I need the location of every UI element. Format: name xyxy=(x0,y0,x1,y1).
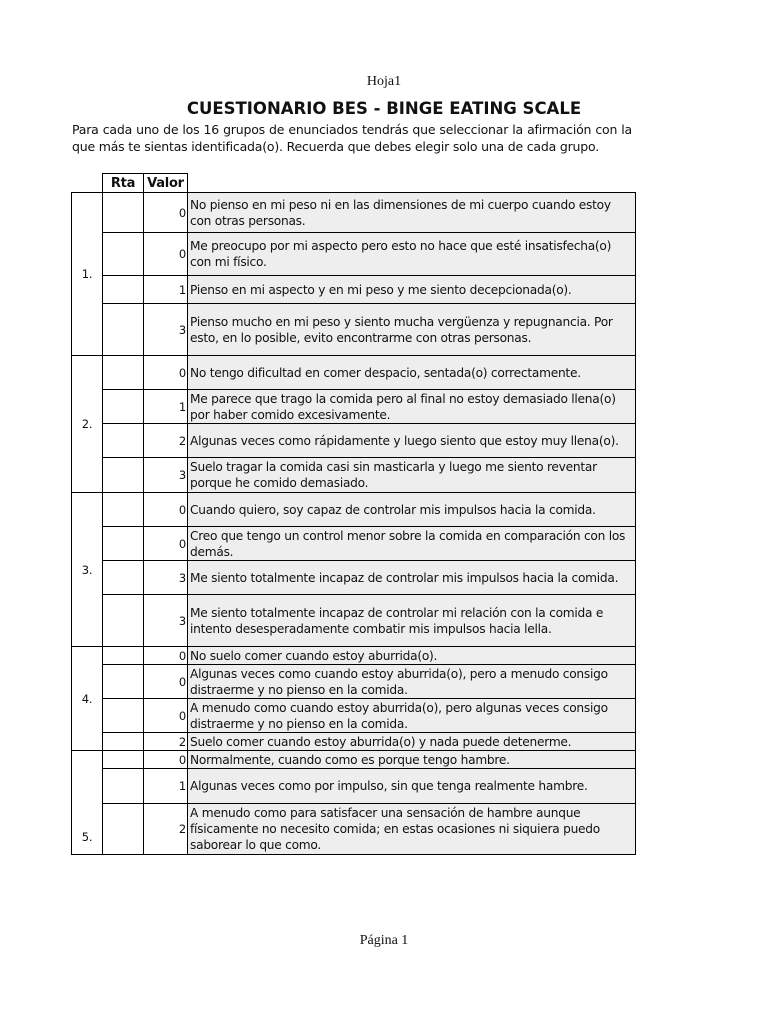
value-cell: 0 xyxy=(144,751,188,769)
statement-cell: No tengo dificultad en comer despacio, sentada(o) correctamente. xyxy=(188,356,636,390)
questionnaire-table xyxy=(71,173,636,855)
value-cell: 3 xyxy=(144,304,188,356)
value-cell: 2 xyxy=(144,424,188,458)
table-row xyxy=(72,304,636,356)
group-label: 2. xyxy=(72,356,103,493)
statement-cell: Pienso mucho en mi peso y siento mucha vergüenza y repugnancia. Por esto, en lo posible, evito encontrarme con otras personas. xyxy=(188,304,636,356)
answer-cell[interactable] xyxy=(103,733,144,751)
header-row xyxy=(72,174,636,193)
answer-cell[interactable] xyxy=(103,699,144,733)
value-cell: 2 xyxy=(144,733,188,751)
answer-cell[interactable] xyxy=(103,647,144,665)
table-row xyxy=(72,193,636,233)
table-row xyxy=(72,233,636,276)
group-label: 5. xyxy=(72,751,103,855)
group-label: 1. xyxy=(72,193,103,356)
table-row xyxy=(72,699,636,733)
statement-cell: No pienso en mi peso ni en las dimensiones de mi cuerpo cuando estoy con otras personas. xyxy=(188,193,636,233)
table-row xyxy=(72,276,636,304)
answer-cell[interactable] xyxy=(103,276,144,304)
table-row xyxy=(72,733,636,751)
group-label: 3. xyxy=(72,493,103,647)
answer-cell[interactable] xyxy=(103,804,144,855)
statement-cell: Normalmente, cuando como es porque tengo hambre. xyxy=(188,751,636,769)
value-cell: 3 xyxy=(144,595,188,647)
group-label: 4. xyxy=(72,647,103,751)
table-row xyxy=(72,647,636,665)
statement-cell: No suelo comer cuando estoy aburrida(o). xyxy=(188,647,636,665)
statement-cell: Me siento totalmente incapaz de controlar mis impulsos hacia la comida. xyxy=(188,561,636,595)
table-row xyxy=(72,527,636,561)
value-cell: 0 xyxy=(144,356,188,390)
value-cell: 1 xyxy=(144,769,188,804)
value-cell: 3 xyxy=(144,458,188,493)
statement-cell: Algunas veces como rápidamente y luego siento que estoy muy llena(o). xyxy=(188,424,636,458)
answer-cell[interactable] xyxy=(103,595,144,647)
table-row xyxy=(72,493,636,527)
value-cell: 0 xyxy=(144,233,188,276)
answer-cell[interactable] xyxy=(103,751,144,769)
answer-cell[interactable] xyxy=(103,561,144,595)
value-cell: 1 xyxy=(144,276,188,304)
page-title: CUESTIONARIO BES - BINGE EATING SCALE xyxy=(186,99,582,118)
statement-cell: Creo que tengo un control menor sobre la comida en comparación con los demás. xyxy=(188,527,636,561)
value-cell: 0 xyxy=(144,193,188,233)
statement-cell: Suelo comer cuando estoy aburrida(o) y nada puede detenerme. xyxy=(188,733,636,751)
table-row xyxy=(72,595,636,647)
value-cell: 0 xyxy=(144,665,188,699)
statement-cell: Me parece que trago la comida pero al final no estoy demasiado llena(o) por haber comido excesivamente. xyxy=(188,390,636,424)
statement-cell: Cuando quiero, soy capaz de controlar mis impulsos hacia la comida. xyxy=(188,493,636,527)
column-header-rta: Rta xyxy=(103,174,144,193)
sheet-name: Hoja1 xyxy=(366,74,402,89)
value-cell: 0 xyxy=(144,699,188,733)
header-blank xyxy=(188,174,636,193)
page-number: Página 1 xyxy=(359,933,409,948)
answer-cell[interactable] xyxy=(103,527,144,561)
statement-cell: Me siento totalmente incapaz de controlar mi relación con la comida e intento desesperadamente combatir mis impulsos hacia lella. xyxy=(188,595,636,647)
table-row xyxy=(72,561,636,595)
value-cell: 2 xyxy=(144,804,188,855)
statement-cell: Pienso en mi aspecto y en mi peso y me siento decepcionada(o). xyxy=(188,276,636,304)
value-cell: 1 xyxy=(144,390,188,424)
answer-cell[interactable] xyxy=(103,304,144,356)
answer-cell[interactable] xyxy=(103,233,144,276)
column-header-valor: Valor xyxy=(144,174,188,193)
table-row xyxy=(72,751,636,769)
statement-cell: A menudo como para satisfacer una sensación de hambre aunque físicamente no necesito comida; en estas ocasiones ni siquiera puedo saborear lo que como. xyxy=(188,804,636,855)
statement-cell: A menudo como cuando estoy aburrida(o), pero algunas veces consigo distraerme y no pienso en la comida. xyxy=(188,699,636,733)
statement-cell: Suelo tragar la comida casi sin masticarla y luego me siento reventar porque he comido demasiado. xyxy=(188,458,636,493)
table-row xyxy=(72,356,636,390)
statement-cell: Me preocupo por mi aspecto pero esto no hace que esté insatisfecha(o) con mi físico. xyxy=(188,233,636,276)
answer-cell[interactable] xyxy=(103,458,144,493)
value-cell: 3 xyxy=(144,561,188,595)
table-row xyxy=(72,665,636,699)
statement-cell: Algunas veces como por impulso, sin que tenga realmente hambre. xyxy=(188,769,636,804)
value-cell: 0 xyxy=(144,647,188,665)
header-blank xyxy=(72,174,103,193)
intro-paragraph: Para cada uno de los 16 grupos de enunciados tendrás que seleccionar la afirmación con la que más te sientas identificada(o). Recuerda que debes elegir solo una de cada grupo. xyxy=(72,122,632,154)
statement-cell: Algunas veces como cuando estoy aburrida(o), pero a menudo consigo distraerme y no pienso en la comida. xyxy=(188,665,636,699)
value-cell: 0 xyxy=(144,527,188,561)
table-row xyxy=(72,804,636,855)
table-row xyxy=(72,424,636,458)
answer-cell[interactable] xyxy=(103,769,144,804)
value-cell: 0 xyxy=(144,493,188,527)
answer-cell[interactable] xyxy=(103,390,144,424)
answer-cell[interactable] xyxy=(103,193,144,233)
answer-cell[interactable] xyxy=(103,424,144,458)
answer-cell[interactable] xyxy=(103,356,144,390)
answer-cell[interactable] xyxy=(103,665,144,699)
table-row xyxy=(72,769,636,804)
answer-cell[interactable] xyxy=(103,493,144,527)
table-row xyxy=(72,458,636,493)
table-row xyxy=(72,390,636,424)
